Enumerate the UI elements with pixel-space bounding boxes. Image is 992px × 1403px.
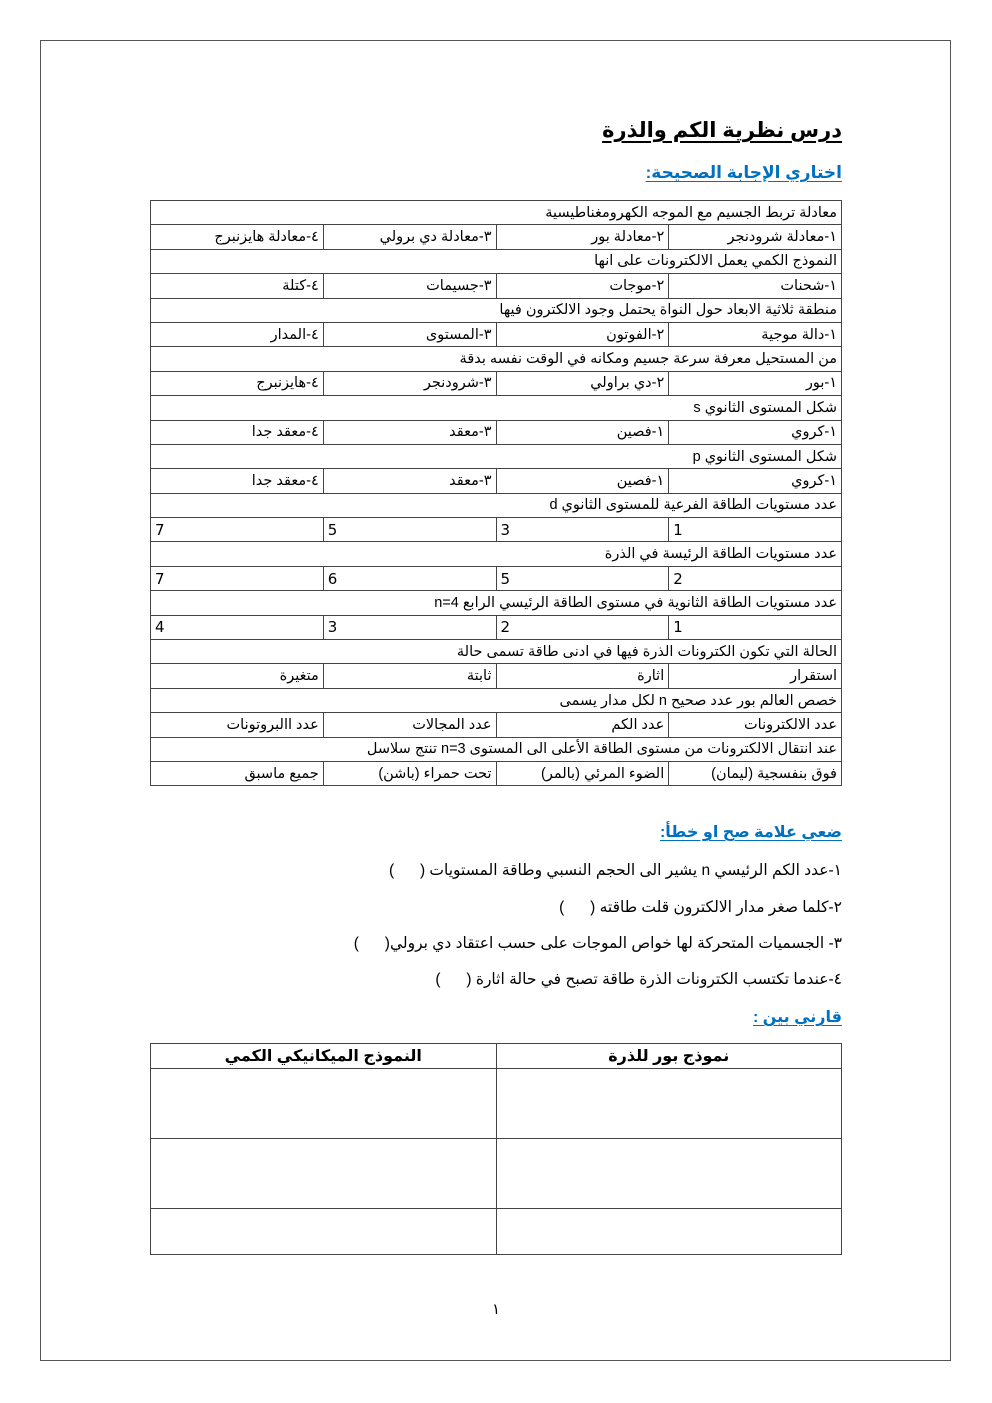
question-text: شكل المستوى الثانوي s	[151, 396, 842, 420]
compare-table	[150, 1043, 842, 1255]
answer-option[interactable]: 7	[151, 566, 324, 590]
answer-option[interactable]: ١-دالة موجية	[669, 322, 842, 346]
answer-option[interactable]: ٤-معقد جدا	[151, 469, 324, 493]
question-text: خصص العالم بور عدد صحيح n لكل مدار يسمى	[151, 688, 842, 712]
question-text: عدد مستويات الطاقة الرئيسة في الذرة	[151, 542, 842, 566]
answer-option[interactable]: 1	[669, 518, 842, 542]
compare-cell[interactable]	[151, 1069, 497, 1139]
answer-option[interactable]: عدد االبروتونات	[151, 713, 324, 737]
question-row	[151, 737, 842, 761]
answer-option[interactable]: 3	[496, 518, 669, 542]
answer-option[interactable]: ١-معادلة شرودنجر	[669, 225, 842, 249]
answer-option[interactable]: ١-بور	[669, 371, 842, 395]
question-text: من المستحيل معرفة سرعة جسيم ومكانه في الوقت نفسه بدقة	[151, 347, 842, 371]
answer-option[interactable]: اثارة	[496, 664, 669, 688]
answer-option[interactable]: 5	[496, 566, 669, 590]
answer-option[interactable]: ٢-الفوتون	[496, 322, 669, 346]
question-text: معادلة تربط الجسيم مع الموجه الكهرومغناطيسية	[151, 201, 842, 225]
answer-option[interactable]: ٢-دي براولي	[496, 371, 669, 395]
question-row	[151, 688, 842, 712]
true-false-heading: ضعي علامة صح او خطأ:	[659, 824, 842, 841]
question-text: شكل المستوى الثانوي p	[151, 444, 842, 468]
question-text: النموذج الكمي يعمل الالكترونات على انها	[151, 249, 842, 273]
answer-option[interactable]: ٣-معادلة دي برولي	[323, 225, 496, 249]
answer-option[interactable]: عدد المجالات	[323, 713, 496, 737]
options-row	[151, 713, 842, 737]
question-row	[151, 298, 842, 322]
answer-option[interactable]: ٤-المدار	[151, 322, 324, 346]
answer-option[interactable]: عدد الالكترونات	[669, 713, 842, 737]
answer-option[interactable]: ٣-معقد	[323, 420, 496, 444]
answer-option[interactable]: ١-كروي	[669, 469, 842, 493]
options-row	[151, 615, 842, 639]
question-row	[151, 249, 842, 273]
answer-option[interactable]: ١-كروي	[669, 420, 842, 444]
question-row	[151, 591, 842, 615]
mcq-heading: اختاري الإجابة الصحيحة:	[645, 163, 842, 182]
answer-option[interactable]: متغيرة	[151, 664, 324, 688]
question-row	[151, 493, 842, 517]
answer-option[interactable]: ١-شحنات	[669, 274, 842, 298]
answer-option[interactable]: 2	[496, 615, 669, 639]
page-number: ١	[491, 1301, 501, 1318]
mcq-table	[150, 200, 842, 786]
answer-option[interactable]: ٤-معقد جدا	[151, 420, 324, 444]
question-row	[151, 347, 842, 371]
page-title: درس نظرية الكم والذرة	[602, 119, 842, 142]
answer-option[interactable]: الضوء المرئي (بالمر)	[496, 761, 669, 785]
answer-option[interactable]: ٢-معادلة بور	[496, 225, 669, 249]
answer-option[interactable]: 1	[669, 615, 842, 639]
answer-option[interactable]: 2	[669, 566, 842, 590]
options-row	[151, 469, 842, 493]
question-text: عند انتقال الالكترونات من مستوى الطاقة الأعلى الى المستوى n=3 تنتج سلاسل	[151, 737, 842, 761]
answer-option[interactable]: ٣-جسيمات	[323, 274, 496, 298]
question-text: عدد مستويات الطاقة الفرعية للمستوى الثانوي d	[151, 493, 842, 517]
answer-option[interactable]: 6	[323, 566, 496, 590]
question-row	[151, 542, 842, 566]
options-row	[151, 420, 842, 444]
answer-option[interactable]: ٣-معقد	[323, 469, 496, 493]
question-text: منطقة ثلاثية الابعاد حول النواة يحتمل وجود الالكترون فيها	[151, 298, 842, 322]
compare-header-quantum: النموذج الميكانيكي الكمي	[151, 1044, 497, 1069]
answer-option[interactable]: 4	[151, 615, 324, 639]
answer-option[interactable]: ٤-هايزنبرج	[151, 371, 324, 395]
compare-cell[interactable]	[496, 1139, 842, 1209]
answer-option[interactable]: ٣-المستوى	[323, 322, 496, 346]
question-text: الحالة التي تكون الكترونات الذرة فيها في ادنى طاقة تسمى حالة	[151, 640, 842, 664]
question-row	[151, 201, 842, 225]
compare-header-bohr: نموذج بور للذرة	[496, 1044, 842, 1069]
true-false-item: ٢-كلما صغر مدار الالكترون قلت طاقته ( )	[559, 899, 842, 916]
answer-option[interactable]: تحت حمراء (باشن)	[323, 761, 496, 785]
true-false-item: ١-عدد الكم الرئيسي n يشير الى الحجم النسبي وطاقة المستويات ( )	[388, 862, 842, 879]
compare-cell[interactable]	[151, 1139, 497, 1209]
answer-option[interactable]: ٢-موجات	[496, 274, 669, 298]
options-row	[151, 664, 842, 688]
compare-cell[interactable]	[151, 1209, 497, 1255]
answer-option[interactable]: ٤-معادلة هايزنبرج	[151, 225, 324, 249]
compare-cell[interactable]	[496, 1069, 842, 1139]
answer-option[interactable]: ٤-كتلة	[151, 274, 324, 298]
answer-option[interactable]: ثابتة	[323, 664, 496, 688]
answer-option[interactable]: 7	[151, 518, 324, 542]
options-row	[151, 274, 842, 298]
options-row	[151, 322, 842, 346]
answer-option[interactable]: ١-فصين	[496, 469, 669, 493]
question-row	[151, 444, 842, 468]
question-row	[151, 396, 842, 420]
question-row	[151, 640, 842, 664]
answer-option[interactable]: جميع ماسبق	[151, 761, 324, 785]
answer-option[interactable]: استقرار	[669, 664, 842, 688]
answer-option[interactable]: 5	[323, 518, 496, 542]
compare-cell[interactable]	[496, 1209, 842, 1255]
compare-heading: قارني بين :	[752, 1009, 842, 1026]
answer-option[interactable]: 3	[323, 615, 496, 639]
options-row	[151, 518, 842, 542]
answer-option[interactable]: فوق بنفسجية (ليمان)	[669, 761, 842, 785]
options-row	[151, 566, 842, 590]
answer-option[interactable]: عدد الكم	[496, 713, 669, 737]
true-false-item: ٤-عندما تكتسب الكترونات الذرة طاقة تصبح في حالة اثارة ( )	[435, 971, 842, 988]
options-row	[151, 371, 842, 395]
question-text: عدد مستويات الطاقة الثانوية في مستوى الطاقة الرئيسي الرابع n=4	[151, 591, 842, 615]
options-row	[151, 225, 842, 249]
answer-option[interactable]: ١-فصين	[496, 420, 669, 444]
answer-option[interactable]: ٣-شرودنجر	[323, 371, 496, 395]
options-row	[151, 761, 842, 785]
true-false-item: ٣- الجسميات المتحركة لها خواص الموجات على حسب اعتقاد دي برولي( )	[353, 935, 842, 952]
